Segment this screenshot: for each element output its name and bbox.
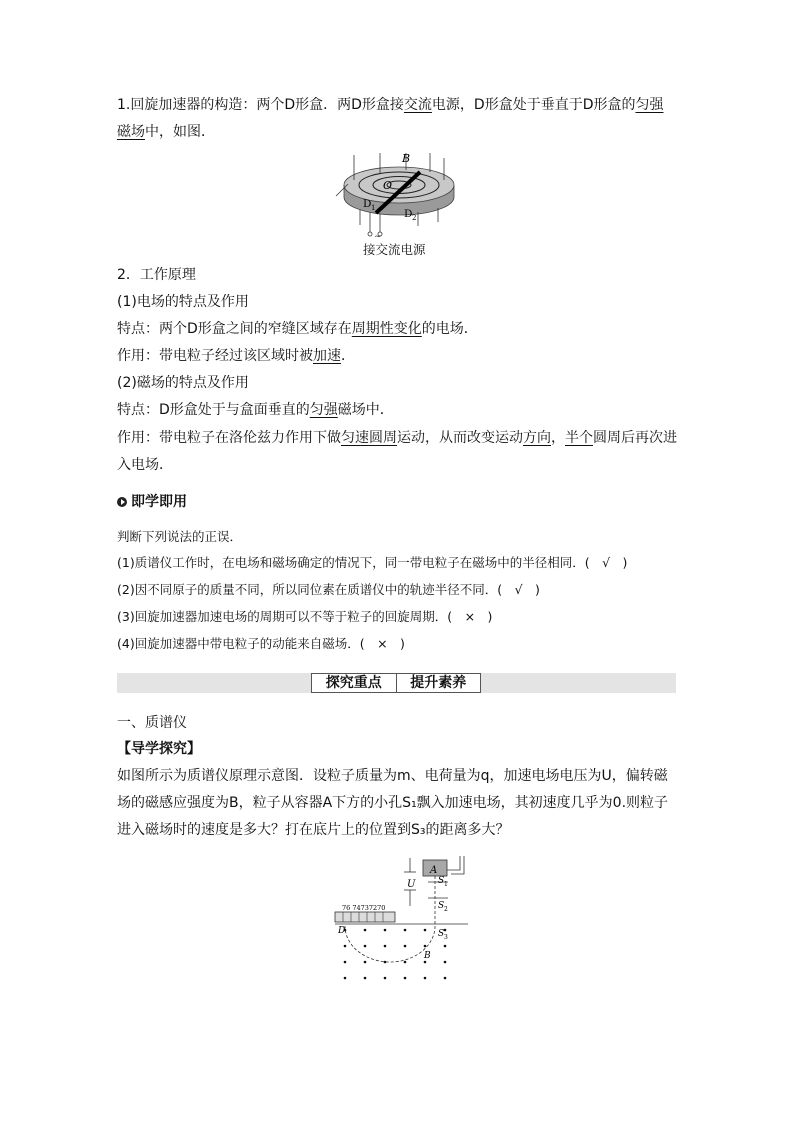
quiz-item: (3)回旋加速器加速电场的周期可以不等于粒子的回旋周期．( × ) [117,609,493,624]
text: 作用：带电粒子在洛伦兹力作用下做 [117,430,341,446]
section-title: 2．工作原理 [117,267,196,283]
underlined-answer: 方向 [523,430,551,446]
text: 磁场中． [337,402,394,418]
guide-label: 【导学探究】 [117,741,201,757]
function-magnetic [117,428,677,448]
text: 特点：两个D形盒之间的窄缝区域存在 [117,321,352,337]
quiz-item: (1)质谱仪工作时，在电场和磁场确定的情况下，同一带电粒子在磁场中的半径相同．( √ ) [117,555,628,570]
slit-label-s1: S [438,876,445,886]
subheading-electric-field: (1)电场的特点及作用 [117,294,249,310]
text: 1.回旋加速器的构造：两个D形盒．两D形盒接 [117,97,404,113]
field-label-b: B [424,951,431,961]
slit-s3-subscript: 3 [444,934,448,941]
part-title: 一、质谱仪 [117,715,187,731]
paragraph-structure [117,95,663,115]
d1-label: D [363,198,372,210]
text: 的电场． [421,321,478,337]
quiz-item: (2)因不同原子的质量不同，所以同位素在质谱仪中的轨迹半径不同．( √ ) [117,582,540,597]
slit-label-s3: S [438,929,445,939]
feature-electric [117,319,478,339]
d2-label: D [404,208,413,220]
d1-subscript: 1 [371,204,376,212]
paragraph-structure-cont [117,122,215,142]
underlined-answer: 匀强 [635,97,664,113]
quiz-heading [117,492,187,512]
text: 圆周后再次进 [593,430,677,446]
text: 电源，D形盒处于垂直于D形盒的 [431,97,636,113]
quiz-item: (4)回旋加速器中带电粒子的动能来自磁场．( × ) [117,636,405,651]
text: 作用：带电粒子经过该区域时被 [117,348,313,364]
figure-caption: 接交流电源 [363,242,426,257]
slit-s1-subscript: 1 [444,881,448,888]
subheading-magnetic-field: (2)磁场的特点及作用 [117,375,249,391]
text: ， [551,430,565,446]
point-label-d: D [338,926,346,936]
underlined-answer: 加速 [313,348,341,364]
d2-subscript: 2 [412,214,417,222]
feature-magnetic [117,400,394,420]
play-bullet-icon [117,497,127,507]
underlined-answer: 匀强 [309,402,338,418]
center-label-o: O [383,179,393,192]
field-label-b: B [402,152,411,165]
text: 运动，从而改变运动 [397,430,523,446]
text: 中，如图． [145,124,215,140]
function-electric [117,346,355,366]
section-banner [311,673,481,693]
voltage-label-u: U [407,879,416,890]
underlined-answer: 半个 [565,430,593,446]
underlined-answer: 匀速圆周 [341,430,397,446]
quiz-intro: 判断下列说法的正误． [117,529,243,544]
banner-left-label: 探究重点 [325,675,382,691]
quiz-title: 即学即用 [131,494,187,510]
question-line: 进入磁场时的速度是多大？打在底片上的位置到S₃的距离多大？ [117,822,510,838]
film-scale-label: 76 74737270 [342,904,386,912]
question-line: 场的磁感应强度为B，粒子从容器A下方的小孔S₁飘入加速电场，其初速度几乎为0.则粒子 [117,795,669,811]
container-label-a: A [430,865,438,876]
magnetic-field-dots [344,929,447,980]
slit-label-s2: S [438,901,445,911]
svg-text:~: ~ [374,232,382,242]
question-line: 如图所示为质谱仪原理示意图．设粒子质量为m、电荷量为q，加速电场电压为U，偏转磁 [117,768,668,784]
underlined-answer: 周期性变化 [351,321,422,337]
text: 特点：D形盒处于与盒面垂直的 [117,402,310,418]
text: ． [341,348,355,364]
mass-spectrometer-diagram [330,850,475,990]
underlined-answer: 交流 [403,97,432,113]
slit-s2-subscript: 2 [444,906,448,913]
banner-right-label: 提升素养 [396,674,481,692]
underlined-answer: 磁场 [117,124,145,140]
function-magnetic-cont: 入电场． [117,457,173,473]
